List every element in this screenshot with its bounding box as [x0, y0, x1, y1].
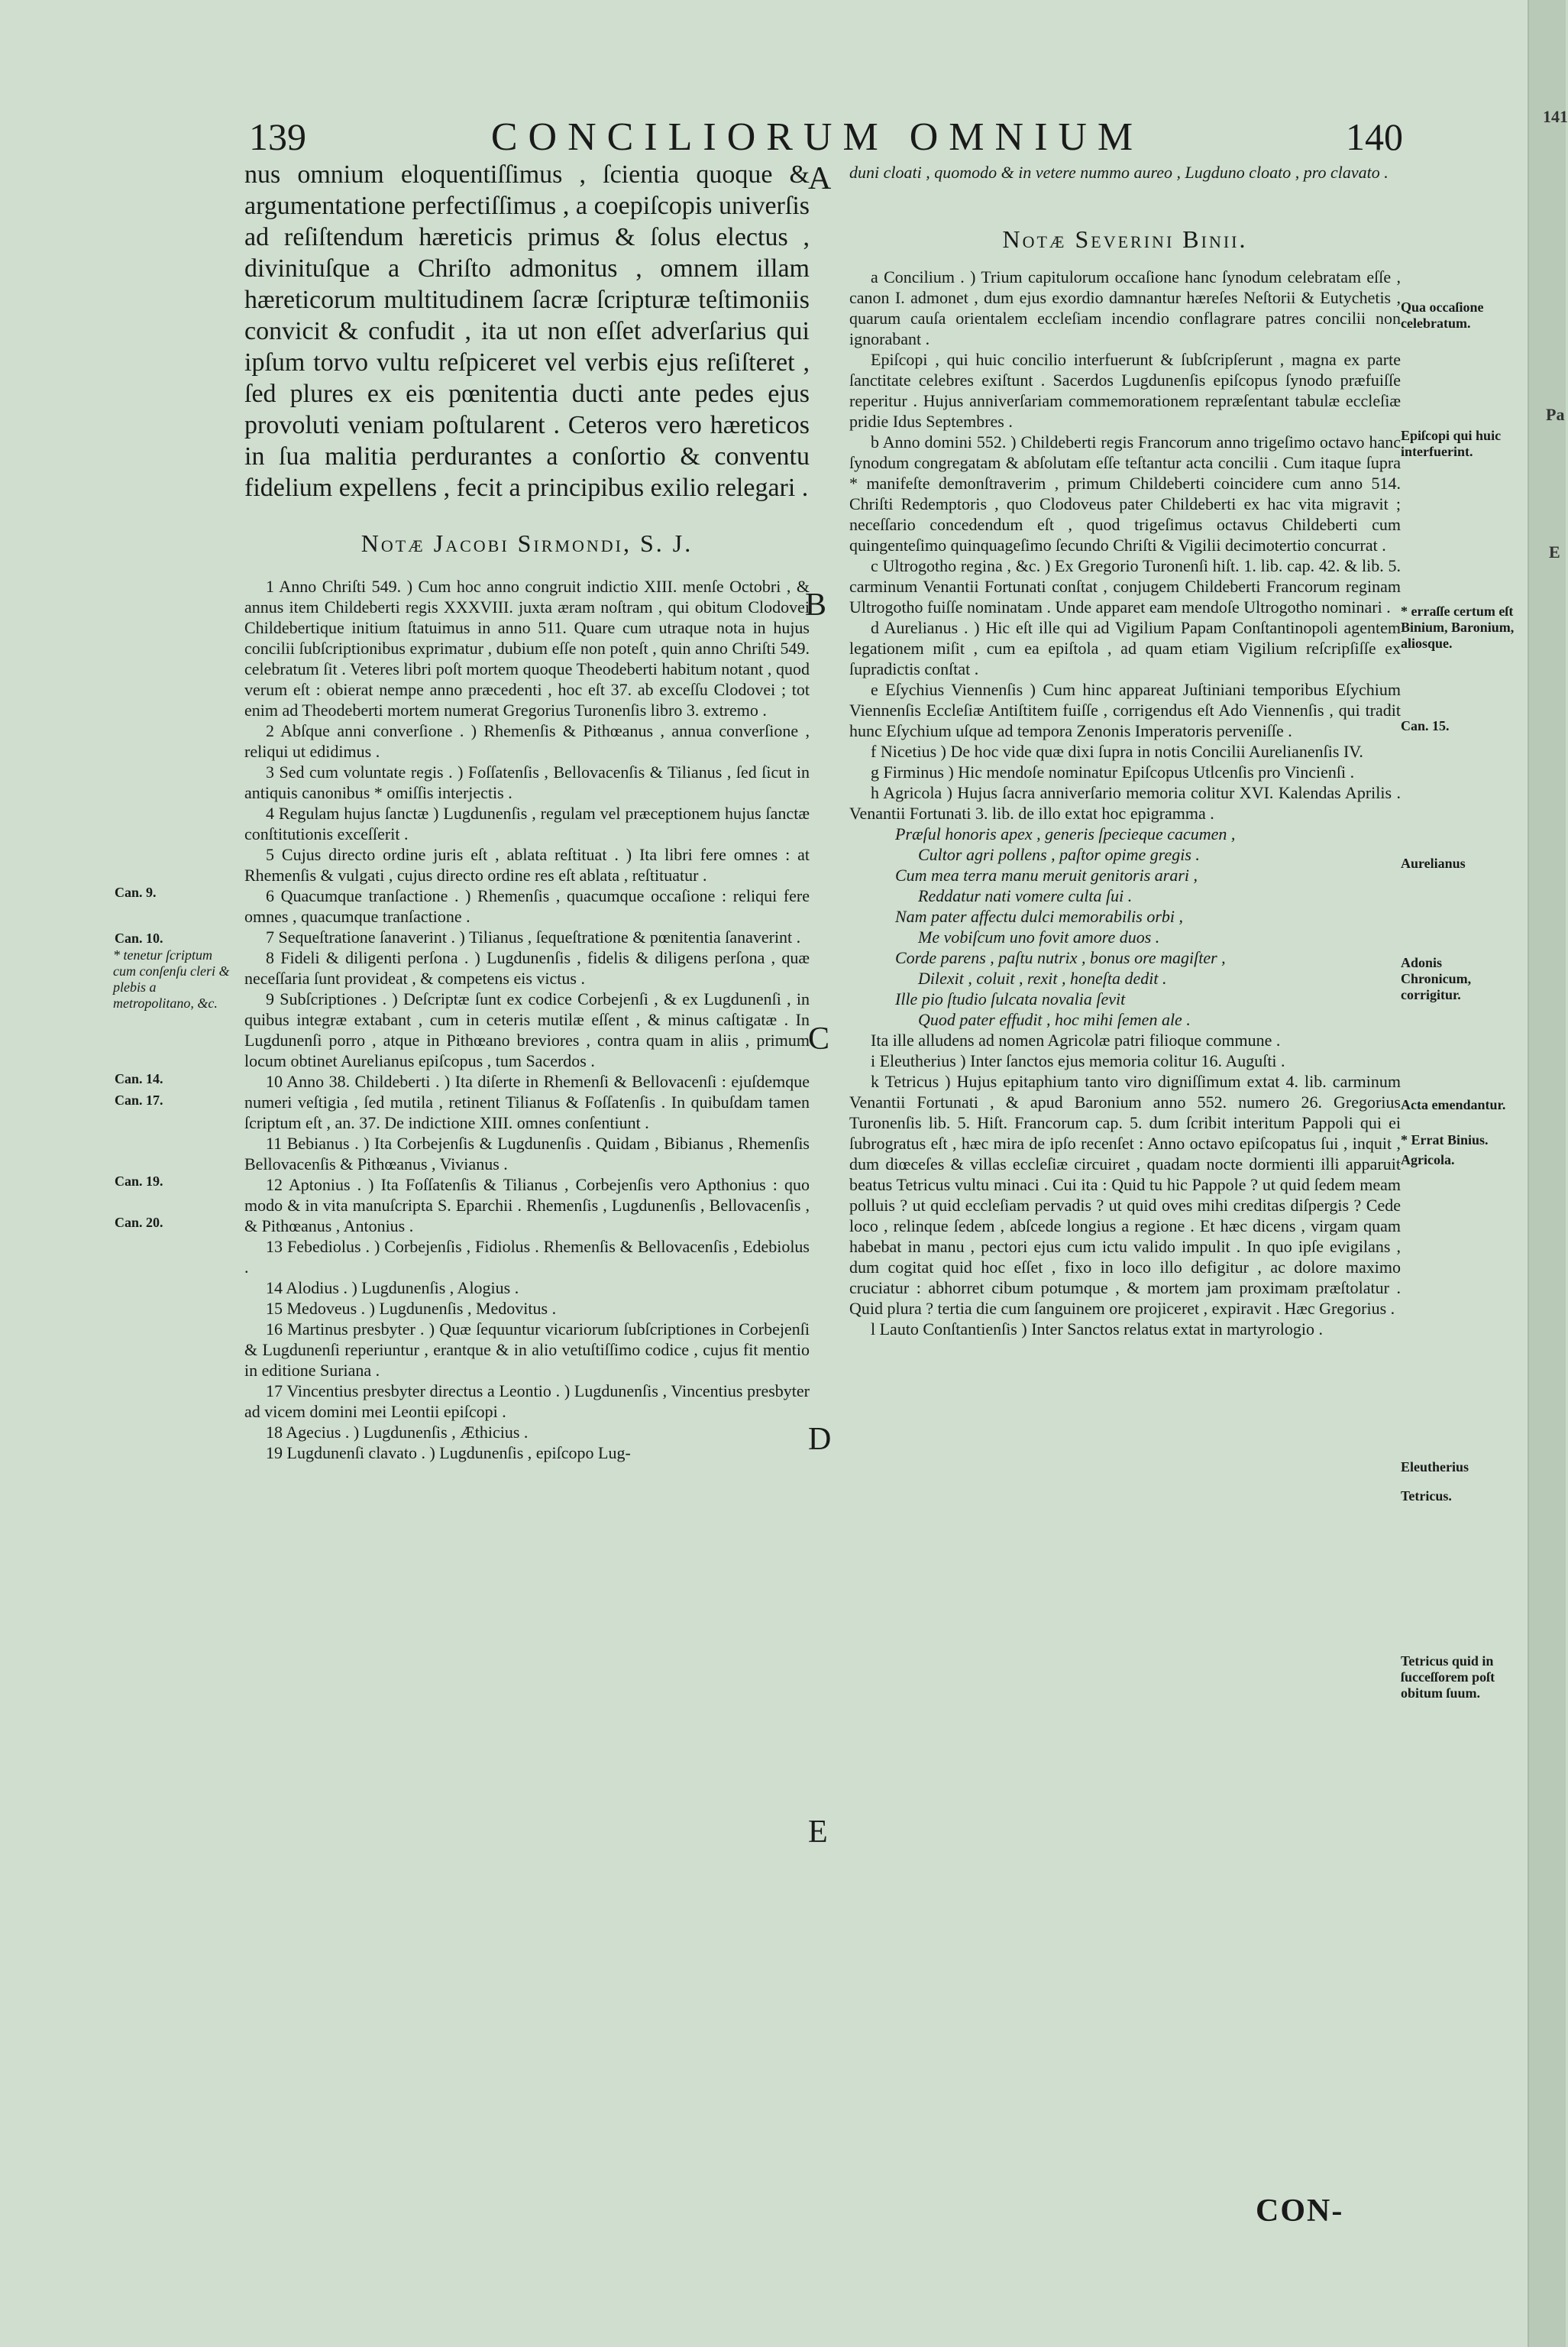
verse-line: Præſul honoris apex , generis ſpecieque cacumen , [895, 824, 1236, 843]
margin-note: Can. 17. [115, 1093, 163, 1108]
margin-note: Agricola. [1401, 1152, 1455, 1167]
note-a-cont: Epiſcopi , qui huic concilio interfuerunt & ſubſcripſerunt , magna ex parte ſanctitate celebres exiſtunt . Sacerdos Lugdunenſis epiſcopus ſynodo præfuiſſe reperitur . Hujus anniverſariam commemorationem repræſentant tabulæ eccleſiæ pridie Idus Septembres . [849, 350, 1401, 431]
margin-note: Acta emendantur. [1401, 1097, 1506, 1112]
binius-notes-column [849, 225, 1401, 1339]
page-number-right: 140 [1346, 115, 1403, 158]
margin-note: Tetricus quid in ſucceſſorem poſt obitum ſuum. [1401, 1653, 1495, 1701]
note-5: 5 Cujus directo ordine juris eſt , ablata reſtituat . ) Ita libri fere omnes : at Rhemenſis & vulgati , cujus directo ordine res eſt ablata , reſtituatur . [244, 845, 810, 885]
margin-note: * Errat Binius. [1401, 1132, 1489, 1148]
note-3: 3 Sed cum voluntate regis . ) Foſſatenſis , Bellovacenſis & Tilianus , ſed ſicut in antiquis canonibus * omiſſis interjectis . [244, 762, 810, 802]
note-f: f Nicetius ) De hoc vide quæ dixi ſupra in notis Concilii Aurelianenſis IV. [871, 742, 1363, 761]
right-continuation: duni cloati , quomodo & in vetere nummo aureo , Lugduno cloato , pro clavato . [849, 163, 1389, 182]
note-i: i Eleutherius ) Inter ſanctos ejus memoria colitur 16. Auguſti . [871, 1051, 1285, 1070]
note-b: b Anno domini 552. ) Childeberti regis Francorum anno trigeſimo octavo hanc ſynodum congregatam & abſolutam eſſe teſtantur acta concilii . Cum itaque ſupra * manifeſte demonſtraverim , primum Childeberti coincidere cum anno 514. Chriſti Redemptoris , quo Clodoveus pater Childeberti ex hac vita migravit ; neceſſario concedendum eſt , quod trigeſimus octavus Childeberti cum quingenteſimo quinquageſimo ſecundo Chriſti & Vigilii decimotertio concurrat . [849, 432, 1401, 555]
note-15: 15 Medoveus . ) Lugdunenſis , Medovitus . [266, 1299, 557, 1318]
margin-note: Eleutherius [1401, 1459, 1469, 1475]
binius-notes-heading: Notæ Severini Binii. [1002, 225, 1248, 253]
note-a: a Concilium . ) Trium capitulorum occaſione hanc ſynodum celebratam eſſe , canon I. admonet , dum ejus exordio damnantur hæreſes Neſtorii & Eutychetis , quarum cauſa orientalem eccleſiam incendio conflagrare patres concilii non ignorabant . [849, 267, 1401, 348]
note-1: 1 Anno Chriſti 549. ) Cum hoc anno congruit indictio XIII. menſe Octobri , & annus item Childeberti regis XXXVIII. juxta æram noſtram , qui obitum Clodovei Childebertique initium ſtatuimus in anno 511. Quare cum utraque nota in hujus concilii ſubſcriptionibus exprimatur , dubium eſſe non poteſt , quin anno Chriſti 549. celebratum ſit . Veteres libri poſt mortem quoque Theodeberti habitum notant , quod verum eſt : obierat nempe anno præcedenti , hoc eſt 37. ab exceſſu Clodovei ; tot enim ad Theodeberti mortem numerat Gregorius Turonenſis libro 3. extremo . [244, 577, 810, 720]
verse-line: Dilexit , coluit , rexit , honeſta dedit . [918, 969, 1167, 988]
note-h-cont: Ita ille alludens ad nomen Agricolæ patri filioque commune . [871, 1031, 1281, 1050]
verse-line: Ille pio ſtudio ſulcata novalia ſevit [895, 989, 1126, 1008]
margin-note: Aurelianus [1401, 856, 1466, 871]
verse-line: Corde parens , paſtu nutrix , bonus ore magiſter , [895, 948, 1226, 967]
section-letter: A [808, 161, 832, 196]
margin-note: Tetricus. [1401, 1488, 1452, 1504]
note-14: 14 Alodius . ) Lugdunenſis , Alogius . [266, 1278, 519, 1297]
note-e: e Eſychius Viennenſis ) Cum hinc appareat Juſtiniani temporibus Eſychium Viennenſis Eccleſiæ Antiſtitem fuiſſe , corrigendus eſt Ado Viennenſis , qui tradit hunc Eſychium uſque ad tempora Zenonis Imperatoris perveniſſe . [849, 680, 1401, 740]
adjacent-page-edge [1528, 0, 1566, 2347]
note-7: 7 Sequeſtratione ſanaverint . ) Tilianus , ſequeſtratione & pœnitentia ſanaverint . [266, 927, 801, 947]
margin-note: Adonis Chronicum, corrigitur. [1401, 955, 1472, 1002]
edge-mark: 141 [1543, 107, 1568, 126]
running-title: CONCILIORUM OMNIUM [490, 115, 1144, 159]
note-10: 10 Anno 38. Childeberti . ) Ita diſerte in Rhemenſi & Bellovacenſi : ejuſdemque numeri veſtigia , ſed mutila , retinent Tilianus & Foſſatenſis . In quibuſdam tamen ſcriptum eſt , an. 37. De indictione XIII. omnes conſentiunt . [244, 1072, 810, 1132]
margin-note: Can. 19. [115, 1174, 163, 1189]
note-18: 18 Agecius . ) Lugdunenſis , Æthicius . [266, 1423, 529, 1442]
note-c: c Ultrogotho regina , &c. ) Ex Gregorio Turonenſi hiſt. 1. lib. cap. 42. & lib. 5. carminum Venantii Fortunati conſtat , conjugem Childeberti Francorum reginam Ultrogotho fuiſſe nominatam . Unde apparet eam mendoſe Ultrogotho nominari . [849, 556, 1401, 617]
section-letter: C [808, 1021, 830, 1057]
edge-mark: E [1549, 542, 1560, 562]
note-2: 2 Abſque anni converſione . ) Rhemenſis & Pithœanus , annua converſione , reliqui ut edidimus . [244, 721, 810, 761]
note-9: 9 Subſcriptiones . ) Deſcriptæ ſunt ex codice Corbejenſi , & ex Lugdunenſi , in quibus integræ extabant , cum in ceteris mutilæ eſſent , & minus caſtigatæ . In Lugdunenſi porro , atque in Pithœano breviores , contra quam in aliis , primum locum obtinet Aurelianus epiſcopus , tum Sacerdos . [244, 989, 810, 1070]
note-16: 16 Martinus presbyter . ) Quæ ſequuntur vicariorum ſubſcriptiones in Corbejenſi & Lugdunenſi reperiuntur , erantque & in alio vetuſtiſſimo codice , cujus fit mentio in editione Suriana . [244, 1319, 810, 1380]
verse-line: Quod pater effudit , hoc mihi ſemen ale . [918, 1010, 1191, 1029]
verse-line: Cum mea terra manu meruit genitoris arari , [895, 866, 1198, 885]
note-17: 17 Vincentius presbyter directus a Leontio . ) Lugdunenſis , Vincentius presbyter ad vicem domini mei Leontii epiſcopi . [244, 1381, 810, 1421]
main-text-column [244, 159, 810, 1463]
edge-mark: Pa [1546, 405, 1565, 424]
margin-note: Can. 9. [115, 885, 157, 900]
verse-line: Nam pater affectu dulci memorabilis orbi , [895, 907, 1184, 926]
margin-note: Can. 20. [115, 1215, 163, 1230]
sirmond-notes-heading: Notæ Jacobi Sirmondi, S. J. [360, 529, 693, 557]
sirmond-notes [244, 576, 810, 1463]
note-4: 4 Regulam hujus ſanctæ ) Lugdunenſis , regulam vel præceptionem hujus ſanctæ conſtitutionis exceſſerit . [244, 804, 810, 843]
section-letter: B [805, 588, 827, 623]
verse-line: Reddatur nati vomere culta ſui . [918, 886, 1133, 905]
note-6: 6 Quacumque tranſactione . ) Rhemenſis , quacumque occaſione : reliqui fere omnes , quacumque tranſactione . [244, 886, 810, 926]
note-d: d Aurelianus . ) Hic eſt ille qui ad Vigilium Papam Conſtantinopoli agentem legationem miſit , cum ea epiſtola , ad quam etiam Vigilium reſcripſiſſe ex ſupradictis conſtat . [849, 618, 1401, 678]
note-8: 8 Fideli & diligenti perſona . ) Lugdunenſis , fidelis & diligens perſona , quæ neceſſaria ſunt provideat , & competens eis victus . [244, 948, 810, 988]
note-11: 11 Bebianus . ) Ita Corbejenſis & Lugdunenſis . Quidam , Bibianus , Rhemenſis Bellovacenſis & Pithœanus , Vivianus . [244, 1134, 810, 1174]
note-l: l Lauto Conſtantienſis ) Inter Sanctos relatus extat in martyrologio . [871, 1319, 1324, 1339]
margin-note: Can. 10. [115, 931, 163, 946]
margin-note: Can. 15. [1401, 718, 1450, 733]
margin-note: * tenetur ſcriptum cum conſenſu cleri & plebis a metropolitano, &c. [113, 947, 230, 1011]
note-h: h Agricola ) Hujus ſacra anniverſario memoria colitur XVI. Kalendas Aprilis . Venantii Fortunati 3. lib. de illo extat hoc epigramma . [849, 783, 1401, 823]
margin-note: Can. 14. [115, 1071, 163, 1086]
margin-note: Epiſcopi qui huic interfuerint. [1401, 428, 1502, 459]
note-19: 19 Lugdunenſi clavato . ) Lugdunenſis , epiſcopo Lug- [266, 1443, 631, 1462]
catchword: CON- [1256, 2193, 1344, 2229]
section-letter: D [808, 1422, 832, 1457]
section-letter: E [808, 1814, 828, 1850]
main-paragraph: nus omnium eloquentiſſimus , ſcientia quoque & argumentatione perfectiſſimus , a coepiſcopis univerſis ad reſiſtendum hæreticis primus & ſolus electus , divinituſque a Chriſto admonitus , omnem illam hæreticorum multitudinem ſacræ ſcripturæ teſtimoniis convicit & confudit , ita ut non eſſet adverſarius qui ipſum torvo vultu reſpiceret vel verbis ejus reſiſteret , ſed plures ex eis pœnitentia ducti ante pedes ejus provoluti veniam poſtularent . Ceteros vero hæreticos in ſua malitia perdurantes a conſortio & conventu fidelium expellens , fecit a principibus exilio relegari . [244, 160, 810, 502]
note-g: g Firminus ) Hic mendoſe nominatur Epiſcopus Utlcenſis pro Vincienſi . [871, 762, 1355, 782]
margin-note: Qua occaſione celebratum. [1401, 299, 1484, 331]
note-13: 13 Febediolus . ) Corbejenſis , Fidiolus . Rhemenſis & Bellovacenſis , Edebiolus . [244, 1237, 810, 1277]
page-number-left: 139 [249, 115, 306, 158]
note-k: k Tetricus ) Hujus epitaphium tanto viro digniſſimum extat 4. lib. carminum Venantii Fortunati , & apud Baronium anno 552. numero 26. Gregorius Turonenſis lib. 5. Hiſt. Francorum cap. 5. dum ſcribit interitum Pappoli qui ei ſubrogratus eſt , hæc mira de ipſo recenſet : Anno octavo epiſcopatus ſui , inquit , dum diœceſes & villas eccleſiæ circuiret , quadam nocte dormienti illi apparuit beatus Tetricus vultu minaci . Cui ita : Quid tu hic Pappole ? ut quid ſedem meam polluis ? ut quid eccleſiam pervadis ? ut quid oves mihi creditas diſpergis ? Cede loco , relinque ſedem , abſcede longius a regione . Et hæc dicens , virgam quam habebat in manu , pectori ejus cum ictu valido impulit . In quo ipſe evigilans , dum cogitat quid hoc eſſet , fixo in loco illo defigitur , ac dolore maximo cruciatur : abhorret cibum potumque , & mortem jam proximam præſtolatur . Quid plura ? tertia die cum ſanguinem ore projiceret , expiravit . Hæc Gregorius . [849, 1072, 1401, 1318]
verse-line: Cultor agri pollens , paſtor opime gregis . [918, 845, 1200, 864]
verse-line: Me vobiſcum uno fovit amore duos . [918, 927, 1160, 947]
note-12: 12 Aptonius . ) Ita Foſſatenſis & Tilianus , Corbejenſis vero Apthonius : quo modo & in vita manuſcripta S. Eparchii . Rhemenſis , Lugdunenſis , Bellovacenſis , & Pithœanus , Antonius . [244, 1175, 810, 1235]
margin-note: * erraſſe certum eſt Binium, Baronium, aliosque. [1401, 604, 1515, 651]
